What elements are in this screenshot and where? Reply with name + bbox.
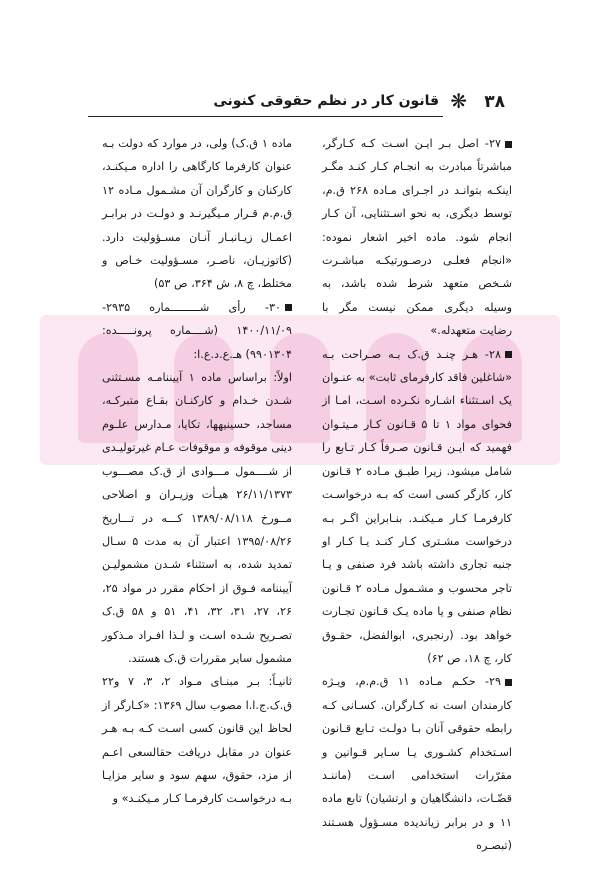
paragraph-text: ماده ۱ ق.ک) ولی، در موارد که دولت بـه عنوان کارفرما کارگاهی را اداره مـیکنـد، کارکنان و کارگران آن مشـمول مـاده ۱۲ ق.م.م قـرار مـیگیرنـد و دولـت در برابـر اعمـال زیـانبـار آنـان مسـؤولیت دارد. (کاتوزیـان، ناصـر، مسـؤولیت خـاص و مختلط، چ ۸، ش ۳۶۴، ص ۵۳) xyxy=(102,137,292,291)
paragraph xyxy=(322,670,512,857)
square-bullet-icon xyxy=(505,679,512,686)
paragraph-text: ۲۸- هـر چنـد ق.ک بـه صـراحت بـه «شاغلین فاقد کارفرمای ثابت» به عنـوان یک اسـتثناء اشـاره نکـرده اسـت، امـا از فحوای مواد ۱ تا ۵ قـانون کـار مـیتـوان فهمید که ایـن قـانون صـرفاً کـار تـابع را شامل میشود. زیرا طبـق مـاده ۲ قـانون کار، کارگر کسی است که بـه درخواسـت کارفرمـا کـار مـیکنـد. بنـابراین اگـر بـه درخواست مشـتری کـار کنـد یـا کـار او جنبه تجاری داشته باشد فرد صنفی و یـا تاجر محسوب و مشـمول مـاده ۲ قـانون نظام صنفی و یا ماده یـک قـانون تجـارت خواهد بود. (رنجبری، ابوالفضل، حقـوق کار، چ ۱۸، ص ۶۲) xyxy=(322,347,512,665)
square-bullet-icon xyxy=(285,304,292,311)
paragraph xyxy=(322,343,512,671)
ornament-icon: ❋ xyxy=(450,89,467,113)
square-bullet-icon xyxy=(505,351,512,358)
page-header xyxy=(88,90,511,120)
square-bullet-icon xyxy=(505,141,512,148)
paragraph-text: ۲۷- اصل بـر ایـن اسـت کـه کـارگر، مباشرتاً مبادرت به انجـام کـار کنـد مگـر اینکـه بتوانـد در اجـرای مـاده ۲۶۸ ق.م، توسط دیگری، به نحو اسـتثنایی، آن کـار انجام شود. ماده اخیر اشعار نموده: «انجام فعلـی درصـورتیکـه مباشـرت شـخص متعهد شرط شده باشد، به وسیله دیگری ممکن نیست مگر با رضایت متعهدله.» xyxy=(322,137,512,338)
paragraph-text: ۲۹- حکـم مـاده ۱۱ ق.م.م، ویـژه کارمندان است نه کـارگران. کسـانی کـه رابطه حقوقی آنان بـا دولـت تـابع قـانون اسـتخدام کشـوری یـا سـایر قـوانین و مقرّرات استخدامی اسـت (ماننـد قضّـات، دانشگاهیان و ارتشیان) تابع ماده ۱۱ و در برابر زیاندیده مسـؤول هسـتند (تبصـره xyxy=(322,675,512,853)
paragraph-text: ۳۰- رأی شـــــــــماره ۲۹۳۵- ۱۴۰۰/۱۱/۰۹ (شــــماره پرونـــــده: ۹۹۰۱۳۰۴) هـ.ع.د.ع.ا: xyxy=(102,300,292,361)
paragraph xyxy=(102,296,292,366)
right-column xyxy=(322,132,512,853)
paragraph xyxy=(102,366,292,670)
page-number: ۳۸ xyxy=(484,92,505,112)
left-column xyxy=(102,132,292,832)
header-rule xyxy=(88,116,443,117)
paragraph xyxy=(322,132,512,343)
paragraph xyxy=(102,132,292,296)
paragraph-text: ثانیـاً: بـر مبنـای مـواد ۲، ۳، ۷ و۲۲ ق.ک.ج.ا.ا مصوب سال ۱۳۶۹: «کـارگر از لحاظ این قانون کسی اسـت کـه بـه هـر عنوان در مقابل دریافت حقالسعی اعـم از مزد، حقوق، سهم سود و سایر مزایـا بـه درخواسـت کارفرمـا کـار مـیکنـد» و xyxy=(102,675,292,806)
paragraph xyxy=(102,670,292,810)
paragraph-text: اولاً: براساس ماده ۱ آییننامـه مسـتثنی شـدن خـدام و کارکنـان بقـاع متبرکـه، مساجد، حسینیهها، تکایا، مـدارس علـوم دینی موقوفه و موقوفات عـام غیرتولیـدی از شــــمول مـــوادی از ق.ک مصـــوب ۲۶/۱۱/۱۳۷۳ هیـأت وزیـران و اصلاحی مــورخ ۱۳۸۹/۰۸/۱۱۸ کـــه در تـــاریخ ۱۳۹۵/۰۸/۲۶ اعتبار آن به مدت ۵ سـال تمدید شده، به استثناء شـدن مشمولیـن آییننامه فـوق از احکام مقرر در مواد ۲۵، ۲۶، ۲۷، ۳۱، ۳۲، ۴۱، ۵۱ و ۵۸ ق.ک تصـریح شـده اسـت و لـذا افـراد مـذکور مشمول سایر مقررات ق.ک هستند. xyxy=(102,371,293,665)
running-title: قانون کار در نظم حقوقی کنونی xyxy=(213,93,439,109)
